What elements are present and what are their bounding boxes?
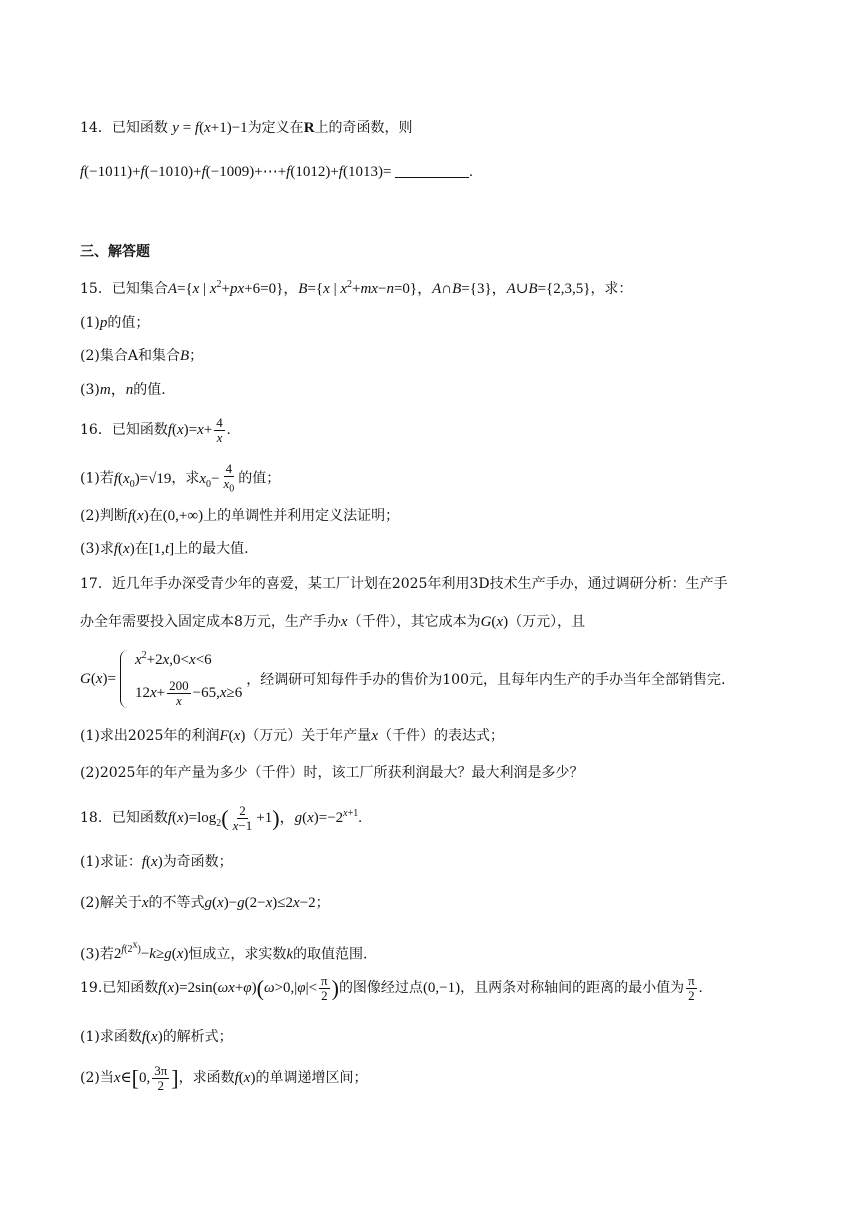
q14-line-2: f(−1011)+f(−1010)+f(−1009)+⋯+f(1012)+f(1013)= . bbox=[80, 164, 473, 180]
q18-part-1: (1)求证：f(x)为奇函数； bbox=[80, 854, 233, 870]
q18-intro: 18．已知函数$f(x)=\log_2$( $\frac{2}{x-1}$ +1)，$g(x)=-2^{x+1}$. bbox=[80, 803, 362, 834]
q17-part-2: (2)2025年的年产量为多少（千件）时，该工厂所获利润最大？最大利润是多少？ bbox=[80, 765, 584, 781]
answer-blank[interactable] bbox=[395, 163, 469, 178]
q16-part-3: (3)求f(x)在[1,t]上的最大值. bbox=[80, 541, 249, 557]
q17-line-1: 17．近几年手办深受青少年的喜爱，某工厂计划在2025年利用3D技术生产手办，通过调研分析：生产手 bbox=[80, 576, 728, 592]
q16-intro: 16．已知函数f(x)=x+ $\frac{4}{x}$ . bbox=[80, 415, 231, 446]
q17-line-2: 办全年需要投入固定成本8万元，生产手办x（千件），其它成本为G(x)（万元），且 bbox=[80, 614, 586, 630]
q14-label: 14． bbox=[80, 120, 112, 136]
q14-line-1: 14．已知函数 y = f(x+1)−1为定义在R上的奇函数，则 bbox=[80, 120, 413, 136]
q17-part-1: (1)求出2025年的利润F(x)（万元）关于年产量x（千件）的表达式； bbox=[80, 728, 504, 744]
q18-part-2: (2)解关于x的不等式g(x)−g(2−x)≤2x−2； bbox=[80, 895, 330, 911]
section-title: 三、解答题 bbox=[80, 244, 150, 260]
q16-part-1: (1)若$f(x_0)=√19$，求$x_0-$ $\frac{4}{x_0}$ 的值； bbox=[80, 461, 281, 495]
q15-part-2: (2)集合A和集合B； bbox=[80, 348, 204, 364]
q19-intro: 19.已知函数f(x)=2sin(ωx+φ)(ω>0,|φ|< $\frac{\pi}{2}$ )的图像经过点(0,−1)，且两条对称轴间的距离的最小值为 $\frac{\pi}{2}$ . bbox=[80, 973, 703, 1004]
q19-part-1: (1)求函数f(x)的解析式； bbox=[80, 1029, 233, 1045]
q19-part-2: (2)当x∈[0, $\frac{3\pi}{2}$ ]，求函数f(x)的单调递增区间； bbox=[80, 1063, 368, 1094]
q16-part-2: (2)判断f(x)在(0,+∞)上的单调性并利用定义法证明； bbox=[80, 508, 400, 524]
q15-part-1: (1)p的值； bbox=[80, 315, 150, 331]
q17-piecewise: G(x)= $x^2+2x,0<x<6$ 12x+ $\frac{200}{x}$ −65,x≥6 ，经调研可知每件手办的售价为100元，且每年内生产的手办当年全部销售完. bbox=[80, 650, 726, 708]
q15-part-3: (3)m，n的值. bbox=[80, 382, 166, 398]
q15-intro: 15．已知集合A={x | $x^2+px+6=0$}，B={x | $x^2+mx-n=0$}，A∩B={3}，A∪B={2,3,5}，求： bbox=[80, 279, 633, 297]
q18-part-3: (3)若$2^{f(2^x)}-k\ge g(x)$恒成立，求实数k的取值范围. bbox=[80, 940, 368, 963]
